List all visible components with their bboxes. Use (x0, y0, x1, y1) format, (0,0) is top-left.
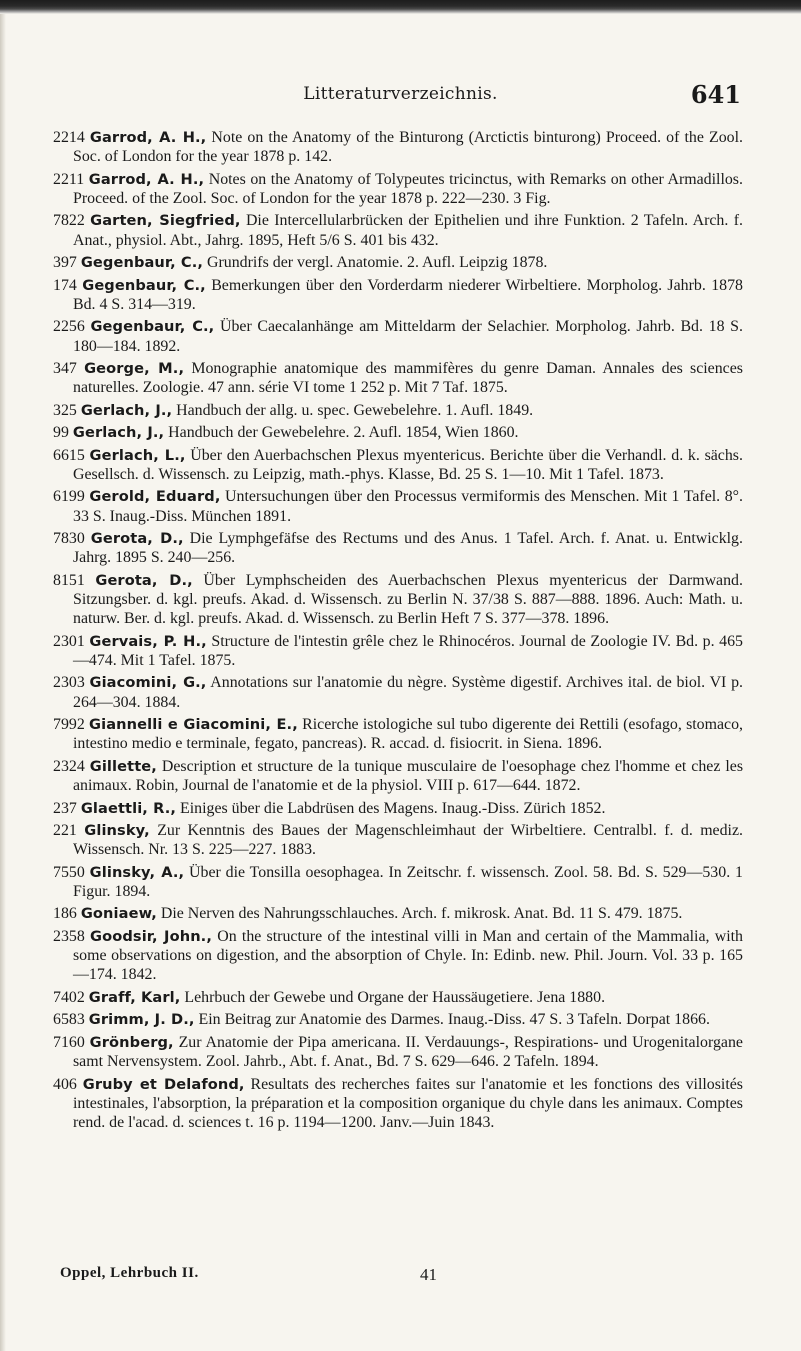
entry-author: Gerota, D., (90, 530, 184, 548)
entry-text: Description et structure de la tunique musculaire de l'oesophage chez l'homme et chez les animaux. Robin, Journal de l'anatomie et de la physiol. VIII p. 617—644. 1872. (73, 757, 743, 795)
entry-text: Lehrbuch der Gewebe und Organe der Haussäugetiere. Jena 1880. (184, 988, 606, 1006)
entry-author: Garrod, A. H., (89, 129, 207, 146)
bibliography-entry (53, 863, 743, 901)
bibliography-entry (53, 1033, 743, 1071)
entry-author: Glaettli, R., (80, 799, 177, 817)
entry-number: 2324 (53, 757, 85, 775)
entry-author: Grimm, J. D., (88, 1011, 195, 1029)
entry-author: Goniaew, (80, 905, 157, 923)
entry-text: Resultats des recherches faites sur l'anatomie et les fonctions des villosités intestinales, l'absorption, la préparation et la composition organique du chyle dans les animaux. Comptes rend. de l'acad. d. sciences t. 16 p. 1194—1200. Janv.—Juin 1843. (73, 1075, 743, 1131)
entry-author: Gillette, (89, 757, 157, 775)
entry-text: Ein Beitrag zur Anatomie des Darmes. Inaug.-Diss. 47 S. 3 Tafeln. Dorpat 1866. (198, 1011, 710, 1029)
entry-text: Ricerche istologiche sul tubo digerente dei Rettili (esofago, stomaco, intestino medio e terminale, fegato, pancreas). R. accad. d. fisiocrit. in Siena. 1896. (73, 716, 744, 753)
entry-text: Über Caecalanhänge am Mitteldarm der Selachier. Morpholog. Jahrb. Bd. 18 S. 180—184. 1892. (73, 318, 743, 355)
entry-number: 2211 (53, 170, 85, 188)
bibliography-entry (53, 988, 743, 1007)
entry-author: Glinsky, A., (89, 863, 185, 881)
bibliography-list (53, 128, 743, 1135)
entry-author: Gegenbaur, C., (90, 318, 215, 336)
entry-number: 237 (53, 799, 77, 817)
bibliography-entry (53, 1010, 743, 1029)
entry-number: 347 (53, 360, 77, 378)
bibliography-entry (53, 401, 743, 420)
bibliography-entry (53, 821, 743, 859)
entry-author: Gegenbaur, C., (82, 276, 206, 294)
entry-number: 6615 (53, 446, 85, 464)
bibliography-entry (53, 1075, 743, 1133)
page-number: 641 (690, 80, 741, 109)
entry-number: 6199 (53, 488, 85, 506)
bibliography-entry (53, 359, 743, 397)
entry-text: Handbuch der allg. u. spec. Gewebelehre. 1. Aufl. 1849. (176, 401, 534, 419)
bibliography-entry (53, 904, 743, 923)
entry-text: Über die Tonsilla oesophagea. In Zeitschr. f. wissensch. Zool. 58. Bd. S. 529—530. 1 Figur. 1894. (73, 863, 743, 900)
footer-source: Oppel, Lehrbuch II. (60, 1265, 199, 1281)
entry-number: 7992 (53, 716, 85, 734)
entry-text: Die Lymphgefäfse des Rectums und des Anus. 1 Tafel. Arch. f. Anat. u. Entwicklg. Jahrg. 1895 S. 240—256. (73, 530, 743, 567)
entry-author: Graff, Karl, (88, 988, 181, 1006)
entry-number: 186 (53, 905, 77, 923)
bibliography-entry (53, 715, 743, 753)
bibliography-entry (53, 423, 743, 442)
entry-author: Garrod, A. H., (88, 170, 205, 188)
scan-top-edge (0, 0, 801, 14)
entry-number: 406 (53, 1075, 77, 1093)
bibliography-entry (53, 673, 743, 711)
bibliography-entry (53, 757, 743, 795)
entry-text: Monographie anatomique des mammifères du genre Daman. Annales des sciences naturelles. Zoologie. 47 ann. série VI tome 1 252 p. Mit 7 Taf. 1875. (73, 360, 743, 397)
entry-text: Untersuchungen über den Processus vermiformis des Menschen. Mit 1 Tafel. 8°. 33 S. Inaug.-Diss. München 1891. (73, 488, 743, 525)
bibliography-entry (53, 276, 743, 314)
entry-text: Einiges über die Labdrüsen des Magens. Inaug.-Diss. Zürich 1852. (180, 799, 606, 817)
entry-author: Goodsir, John., (90, 927, 212, 945)
entry-author: Gerlach, J., (80, 401, 173, 419)
entry-number: 397 (53, 254, 77, 272)
entry-text: Grundrifs der vergl. Anatomie. 2. Aufl. Leipzig 1878. (206, 254, 548, 272)
entry-number: 7822 (53, 212, 85, 230)
entry-number: 2301 (53, 632, 85, 650)
entry-number: 174 (53, 276, 77, 294)
entry-author: Garten, Siegfried, (90, 212, 241, 230)
entry-number: 325 (53, 401, 77, 419)
entry-text: Bemerkungen über den Vorderdarm niederer Wirbeltiere. Morpholog. Jahrb. 1878 Bd. 4 S. 314—319. (73, 276, 743, 313)
entry-author: Giacomini, G., (89, 674, 207, 692)
entry-author: George, M., (84, 360, 185, 378)
entry-author: Gerlach, L., (89, 446, 186, 464)
bibliography-entry (53, 529, 743, 567)
entry-author: Gerota, D., (95, 571, 193, 589)
entry-number: 2303 (53, 674, 85, 692)
entry-number: 8151 (53, 571, 85, 589)
bibliography-entry (53, 487, 743, 525)
entry-text: Die Intercellularbrücken der Epithelien und ihre Funktion. 2 Tafeln. Arch. f. Anat., physiol. Abt., Jahrg. 1895, Heft 5/6 S. 401 bis 432. (73, 212, 743, 249)
bibliography-entry (53, 632, 743, 670)
signature-mark: 41 (420, 1265, 437, 1284)
bibliography-entry (53, 927, 743, 985)
page-footer (60, 1265, 715, 1287)
entry-text: Notes on the Anatomy of Tolypeutes tricinctus, with Remarks on other Armadillos. Proceed. of the Zool. Soc. of London for the year 1878 p. 222—230. 3 Fig. (73, 170, 743, 207)
entry-author: Gervais, P. H., (89, 632, 207, 650)
entry-number: 6583 (53, 1011, 85, 1029)
entry-text: Handbuch der Gewebelehre. 2. Aufl. 1854, Wien 1860. (168, 424, 519, 442)
entry-author: Gegenbaur, C., (80, 254, 203, 272)
page-header (0, 80, 801, 120)
entry-text: Über Lymphscheiden des Auerbachschen Plexus myentericus der Darmwand. Sitzungsber. d. kgl. preufs. Akad. d. Wissensch. zu Berlin N. 37/38 S. 887—888. 1896. Auch: Math. u. naturw. Ber. d. kgl. preufs. Akad. d. Wissensch. zu Berlin Heft 7 S. 377—378. 1896. (73, 571, 743, 628)
entry-number: 2214 (53, 129, 85, 146)
entry-text: Zur Kenntnis des Baues der Magenschleimhaut der Wirbeltiere. Centralbl. f. d. mediz. Wissensch. Nr. 13 S. 225—227. 1883. (73, 822, 743, 859)
bibliography-entry (53, 211, 743, 249)
bibliography-entry (53, 128, 743, 166)
entry-text: Structure de l'intestin grêle chez le Rhinocéros. Journal de Zoologie IV. Bd. p. 465—474. Mit 1 Tafel. 1875. (73, 632, 743, 669)
entry-author: Grönberg, (89, 1033, 174, 1051)
entry-number: 221 (53, 822, 77, 840)
entry-number: 7160 (53, 1033, 85, 1051)
entry-number: 7550 (53, 863, 85, 881)
bibliography-entry (53, 799, 743, 818)
bibliography-entry (53, 446, 743, 484)
entry-number: 7830 (53, 530, 85, 548)
entry-text: On the structure of the intestinal villi in Man and certain of the Mammalia, with some observations on digestion, and the absorption of Chyle. In: Edinb. new. Phil. Journ. Vol. 33 p. 165—174. 1842. (73, 927, 743, 984)
entry-author: Giannelli e Giacomini, E., (89, 716, 298, 734)
bibliography-entry (53, 170, 743, 208)
entry-number: 2256 (53, 318, 85, 336)
entry-text: Annotations sur l'anatomie du nègre. Système digestif. Archives ital. de biol. VI p. 264—304. 1884. (73, 674, 743, 711)
entry-text: Zur Anatomie der Pipa americana. II. Verdauungs-, Respirations- und Urogenitalorgane samt Nervensystem. Zool. Jahrb., Abt. f. Anat., Bd. 7 S. 629—646. 2 Tafeln. 1894. (73, 1033, 743, 1071)
entry-text: Über den Auerbachschen Plexus myentericus. Berichte über die Verhandl. d. k. sächs. Gesellsch. d. Wissensch. zu Leipzig, math.-phys. Klasse, Bd. 25 S. 1—10. Mit 1 Tafel. 1873. (73, 446, 743, 483)
entry-number: 2358 (53, 927, 85, 945)
bibliography-entry (53, 253, 743, 272)
entry-author: Gruby et Delafond, (82, 1075, 245, 1093)
running-title: Litteraturverzeichnis. (303, 84, 498, 104)
entry-text: Die Nerven des Nahrungsschlauches. Arch. f. mikrosk. Anat. Bd. 11 S. 479. 1875. (160, 905, 683, 923)
entry-text: Note on the Anatomy of the Binturong (Arctictis binturong) Proceed. of the Zool. Soc. of London for the year 1878 p. 142. (73, 129, 743, 166)
entry-author: Glinsky, (84, 822, 150, 840)
bibliography-entry (53, 317, 743, 355)
bibliography-entry (53, 571, 743, 629)
scan-left-edge (0, 14, 6, 1351)
entry-number: 7402 (53, 988, 85, 1006)
entry-author: Gerlach, J., (72, 424, 165, 442)
entry-author: Gerold, Eduard, (89, 488, 221, 506)
entry-number: 99 (53, 424, 69, 442)
